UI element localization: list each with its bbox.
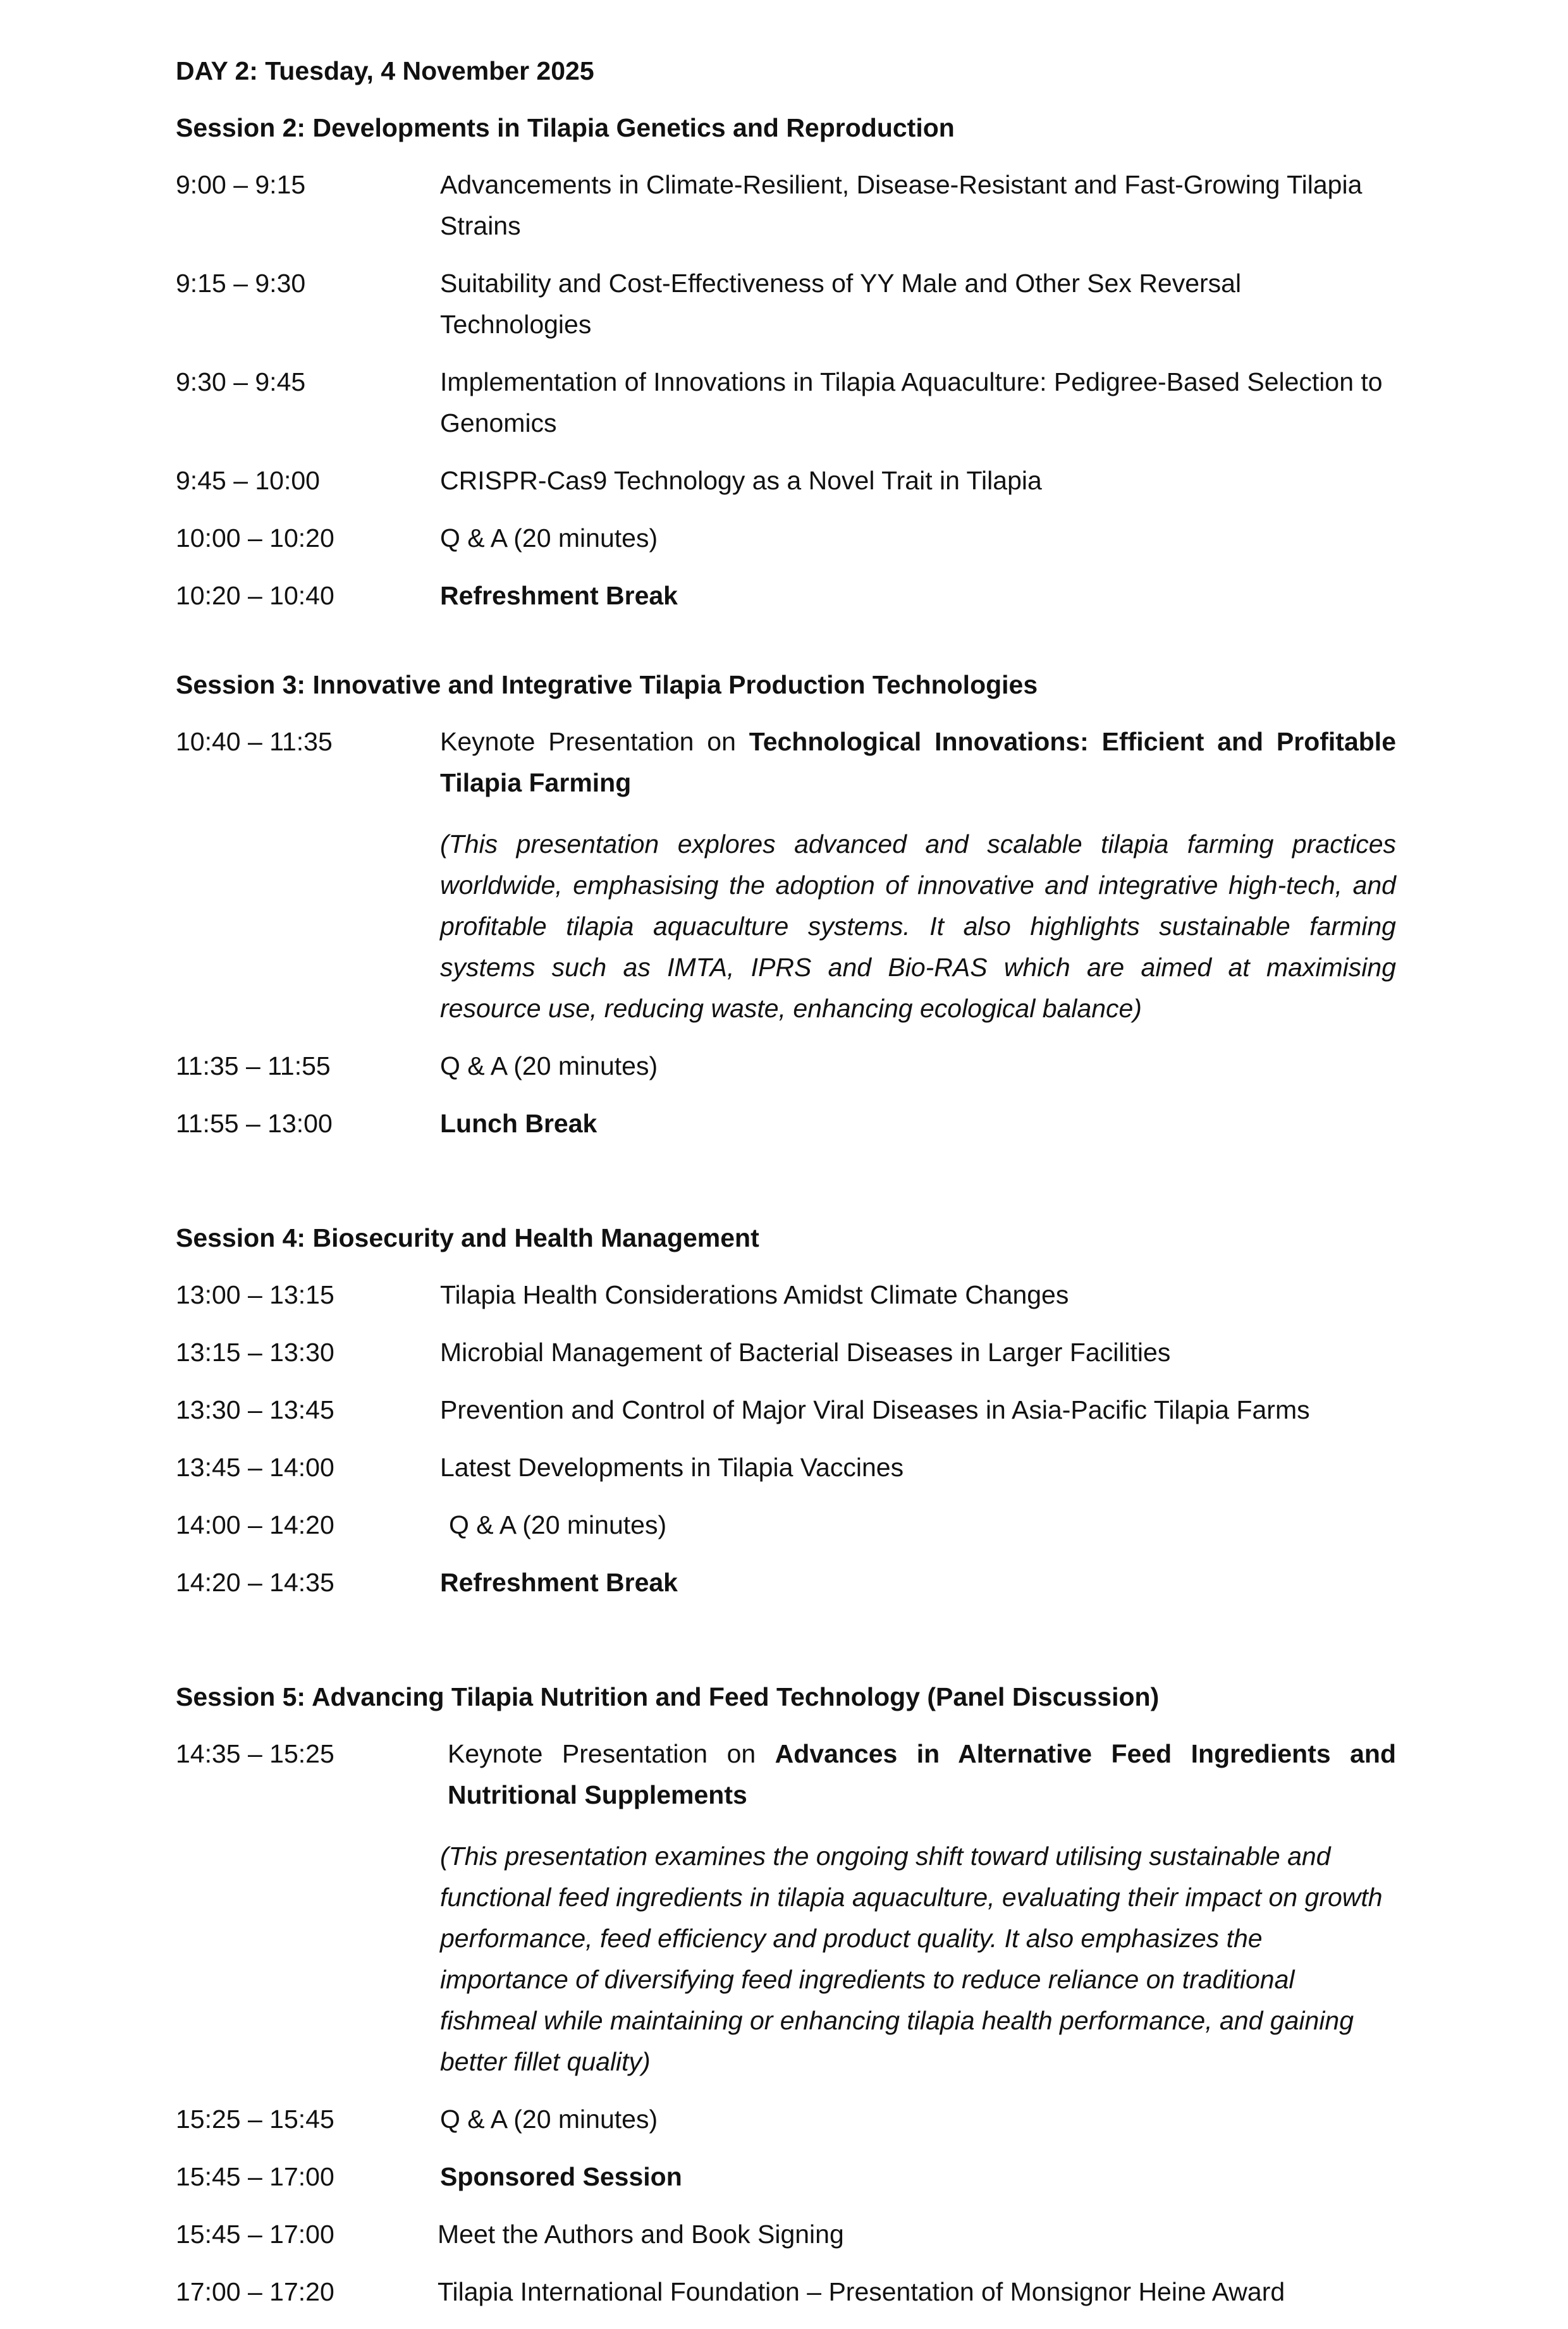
time-slot: 14:20 – 14:35 [176, 1568, 334, 1597]
session-5-title: Session 5: Advancing Tilapia Nutrition and Feed Technology (Panel Discussion) [176, 1682, 1160, 1711]
schedule-row [176, 362, 1396, 444]
time-slot: 10:40 – 11:35 [176, 727, 333, 756]
schedule-row [176, 1332, 1396, 1373]
time-slot: 9:30 – 9:45 [176, 367, 306, 396]
break-item: Refreshment Break [440, 1568, 678, 1597]
schedule-row [176, 2099, 1396, 2140]
agenda-item: Prevention and Control of Major Viral Diseases in Asia-Pacific Tilapia Farms [440, 1395, 1310, 1424]
agenda-item: Microbial Management of Bacterial Diseases in Larger Facilities [440, 1338, 1171, 1367]
keynote-block [440, 721, 1396, 1029]
section-spacer [176, 1161, 1396, 1218]
session-4 [176, 1218, 1396, 1603]
schedule-row [176, 1562, 1396, 1603]
session-5 [176, 1677, 1396, 2313]
time-slot: 9:00 – 9:15 [176, 170, 306, 199]
agenda-item: Q & A (20 minutes) [440, 2105, 658, 2134]
schedule-row [176, 1046, 1396, 1087]
keynote-abstract: (This presentation examines the ongoing shift toward utilising sustainable and functional feed ingredients in tilapia aquaculture, evaluating their impact on growth performance, feed efficiency and product quality. It also emphasizes the importance of diversifying feed ingredients to reduce reliance on traditional fishmeal while maintaining or enhancing tilapia health performance, and gaining better fillet quality) [440, 1842, 1383, 2076]
break-item: Refreshment Break [440, 581, 678, 610]
agenda-item: Tilapia International Foundation – Presentation of Monsignor Heine Award [438, 2277, 1285, 2306]
agenda-item: Meet the Authors and Book Signing [438, 2220, 844, 2249]
keynote-heading [440, 721, 1396, 804]
session-3-title: Session 3: Innovative and Integrative Tilapia Production Technologies [176, 670, 1038, 699]
schedule-row [176, 2156, 1396, 2198]
time-slot: 9:15 – 9:30 [176, 269, 306, 298]
schedule-row [176, 1103, 1396, 1144]
day-title: DAY 2: Tuesday, 4 November 2025 [176, 56, 594, 85]
time-slot: 10:20 – 10:40 [176, 581, 334, 610]
keynote-abstract: (This presentation explores advanced and scalable tilapia farming practices worldwide, emphasising the adoption of innovative and integrative high-tech, and profitable tilapia aquaculture systems. It also highlights sustainable farming systems such as IMTA, IPRS and Bio-RAS which are aimed at maximising resource use, reducing waste, enhancing ecological balance) [440, 829, 1396, 1023]
break-item: Lunch Break [440, 1109, 597, 1138]
keynote-prefix: Keynote Presentation on [440, 727, 749, 756]
keynote-heading [440, 1733, 1396, 1816]
agenda-item: Tilapia Health Considerations Amidst Climate Changes [440, 1280, 1069, 1309]
keynote-block [440, 1733, 1396, 2082]
agenda-item: Q & A (20 minutes) [440, 523, 658, 553]
agenda-item: Advancements in Climate-Resilient, Disease-Resistant and Fast-Growing Tilapia Strains [440, 170, 1363, 240]
agenda-item: Suitability and Cost-Effectiveness of YY Male and Other Sex Reversal Technologies [440, 269, 1242, 339]
time-slot: 14:35 – 15:25 [176, 1739, 334, 1768]
time-slot: 15:45 – 17:00 [176, 2162, 334, 2191]
time-slot: 10:00 – 10:20 [176, 523, 334, 553]
schedule-row [176, 518, 1396, 559]
sponsored-item: Sponsored Session [440, 2162, 682, 2191]
time-slot: 13:30 – 13:45 [176, 1395, 334, 1424]
time-slot: 13:15 – 13:30 [176, 1338, 334, 1367]
keynote-prefix: Keynote Presentation on [448, 1739, 775, 1768]
schedule-row [176, 1390, 1396, 1431]
agenda-item: Latest Developments in Tilapia Vaccines [440, 1453, 904, 1482]
time-slot: 17:00 – 17:20 [176, 2277, 334, 2306]
time-slot: 13:45 – 14:00 [176, 1453, 334, 1482]
keynote-row [176, 1733, 1396, 2082]
time-slot: 13:00 – 13:15 [176, 1280, 334, 1309]
session-3 [176, 664, 1396, 1144]
agenda-item: Q & A (20 minutes) [440, 1051, 658, 1080]
section-spacer [176, 1620, 1396, 1677]
time-slot: 14:00 – 14:20 [176, 1510, 334, 1539]
session-2-title: Session 2: Developments in Tilapia Genetics and Reproduction [176, 113, 955, 142]
session-4-title: Session 4: Biosecurity and Health Management [176, 1223, 759, 1252]
time-slot: 11:35 – 11:55 [176, 1051, 331, 1080]
time-slot: 9:45 – 10:00 [176, 466, 320, 495]
agenda-item: Implementation of Innovations in Tilapia Aquaculture: Pedigree-Based Selection to Genomics [440, 367, 1383, 437]
agenda-item: CRISPR-Cas9 Technology as a Novel Trait in Tilapia [440, 466, 1042, 495]
agenda-item: Q & A (20 minutes) [449, 1510, 667, 1539]
programme-document [176, 51, 1396, 2329]
keynote-title: Technological Innovations: Efficient and Profitable Tilapia Farming [440, 727, 1396, 797]
schedule-row [176, 263, 1396, 345]
keynote-title: Advances in Alternative Feed Ingredients and Nutritional Supplements [448, 1739, 1396, 1809]
section-spacer [176, 633, 1396, 664]
time-slot: 15:25 – 15:45 [176, 2105, 334, 2134]
schedule-row [176, 2271, 1396, 2313]
schedule-row [176, 1275, 1396, 1316]
schedule-row [176, 575, 1396, 616]
schedule-row [176, 164, 1396, 247]
session-2 [176, 107, 1396, 616]
keynote-row [176, 721, 1396, 1029]
schedule-row [176, 1505, 1396, 1546]
schedule-row [176, 1447, 1396, 1488]
time-slot: 11:55 – 13:00 [176, 1109, 333, 1138]
schedule-row [176, 460, 1396, 501]
schedule-row [176, 2214, 1396, 2255]
time-slot: 15:45 – 17:00 [176, 2220, 334, 2249]
